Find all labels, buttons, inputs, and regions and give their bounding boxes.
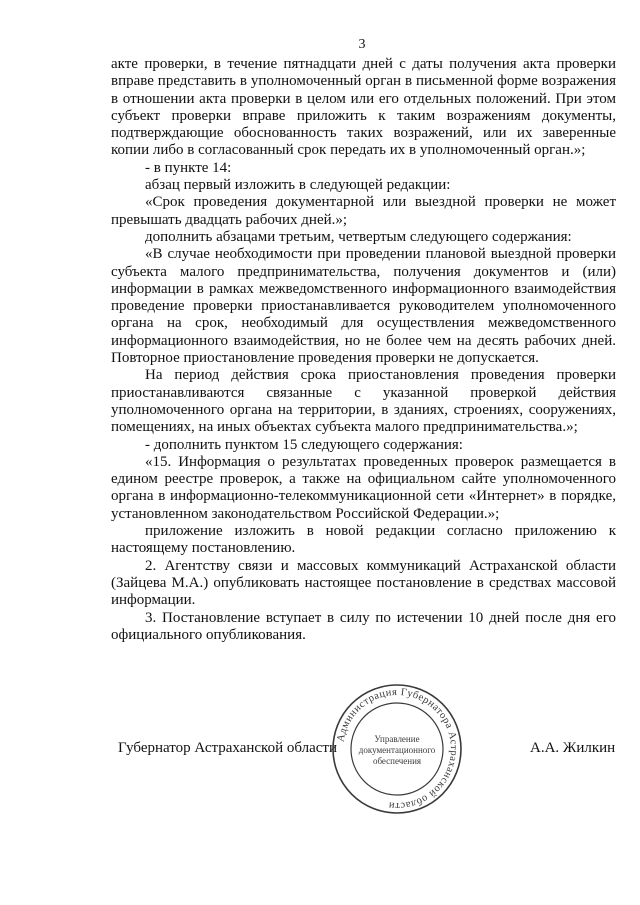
paragraph: приложение изложить в новой редакции согласно приложению к настоящему постановлению.	[111, 523, 616, 557]
signatory-position: Губернатор Астраханской области	[118, 740, 338, 756]
body-text	[111, 56, 616, 644]
official-stamp	[330, 682, 464, 816]
paragraph: «15. Информация о результатах проведенных проверок размещается в едином реестре проверок, а также на официальном сайте уполномоченного органа в информационно-телекоммуникационной сети «Интернет» в порядке, установленном законодательством Российской Федерации.»;	[111, 453, 616, 522]
stamp-ring-text: Администрация Губернатора Астраханской области	[335, 686, 460, 812]
paragraph: абзац первый изложить в следующей редакции:	[145, 177, 451, 194]
paragraph: акте проверки, в течение пятнадцати дней с даты получения акта проверки вправе представить в уполномоченный орган в письменной форме возражения в отношении акта проверки в целом или его отдельных положений. При этом субъект проверки вправе приложить к таким возражениям документы, подтверждающие обоснованность таких возражений, или их заверенные копии либо в согласованный срок передать их в уполномоченный орган.»;	[111, 56, 616, 159]
paragraph: «Срок проведения документарной или выездной проверки не может превышать двадцать рабочих дней.»;	[111, 194, 616, 228]
paragraph: - в пункте 14:	[145, 159, 232, 176]
paragraph: 2. Агентству связи и массовых коммуникаций Астраханской области (Зайцева М.А.) опубликовать настоящее постановление в средствах массовой информации.	[111, 557, 616, 609]
stamp-center-line-1: Управление	[374, 734, 420, 744]
paragraph: - дополнить пунктом 15 следующего содержания:	[145, 436, 463, 453]
page-number: 3	[358, 37, 366, 52]
stamp-center-line-3: обеспечения	[372, 756, 422, 766]
paragraph: «В случае необходимости при проведении плановой выездной проверки субъекта малого предпринимательства, получения документов и (или) информации в рамках межведомственного информационного взаимодействия проведение проверки приостанавливается руководителем уполномоченного органа на срок, необходимый для осуществления межведомственного информационного взаимодействия, но не более чем на десять рабочих дней. Повторное приостановление проведения проверки не допускается.	[111, 246, 616, 367]
stamp-center-line-2: документационного	[358, 745, 436, 755]
signatory-name: А.А. Жилкин	[530, 740, 616, 756]
paragraph: дополнить абзацами третьим, четвертым следующего содержания:	[145, 228, 572, 245]
stamp-seal-icon	[330, 682, 464, 816]
paragraph: 3. Постановление вступает в силу по истечении 10 дней после дня его официального опубликования.	[111, 609, 616, 643]
paragraph: На период действия срока приостановления проведения проверки приостанавливаются связанные с указанной проверкой действия уполномоченного органа на территории, в зданиях, строениях, сооружениях, помещениях, на иных объектах субъекта малого предпринимательства.»;	[111, 367, 616, 436]
